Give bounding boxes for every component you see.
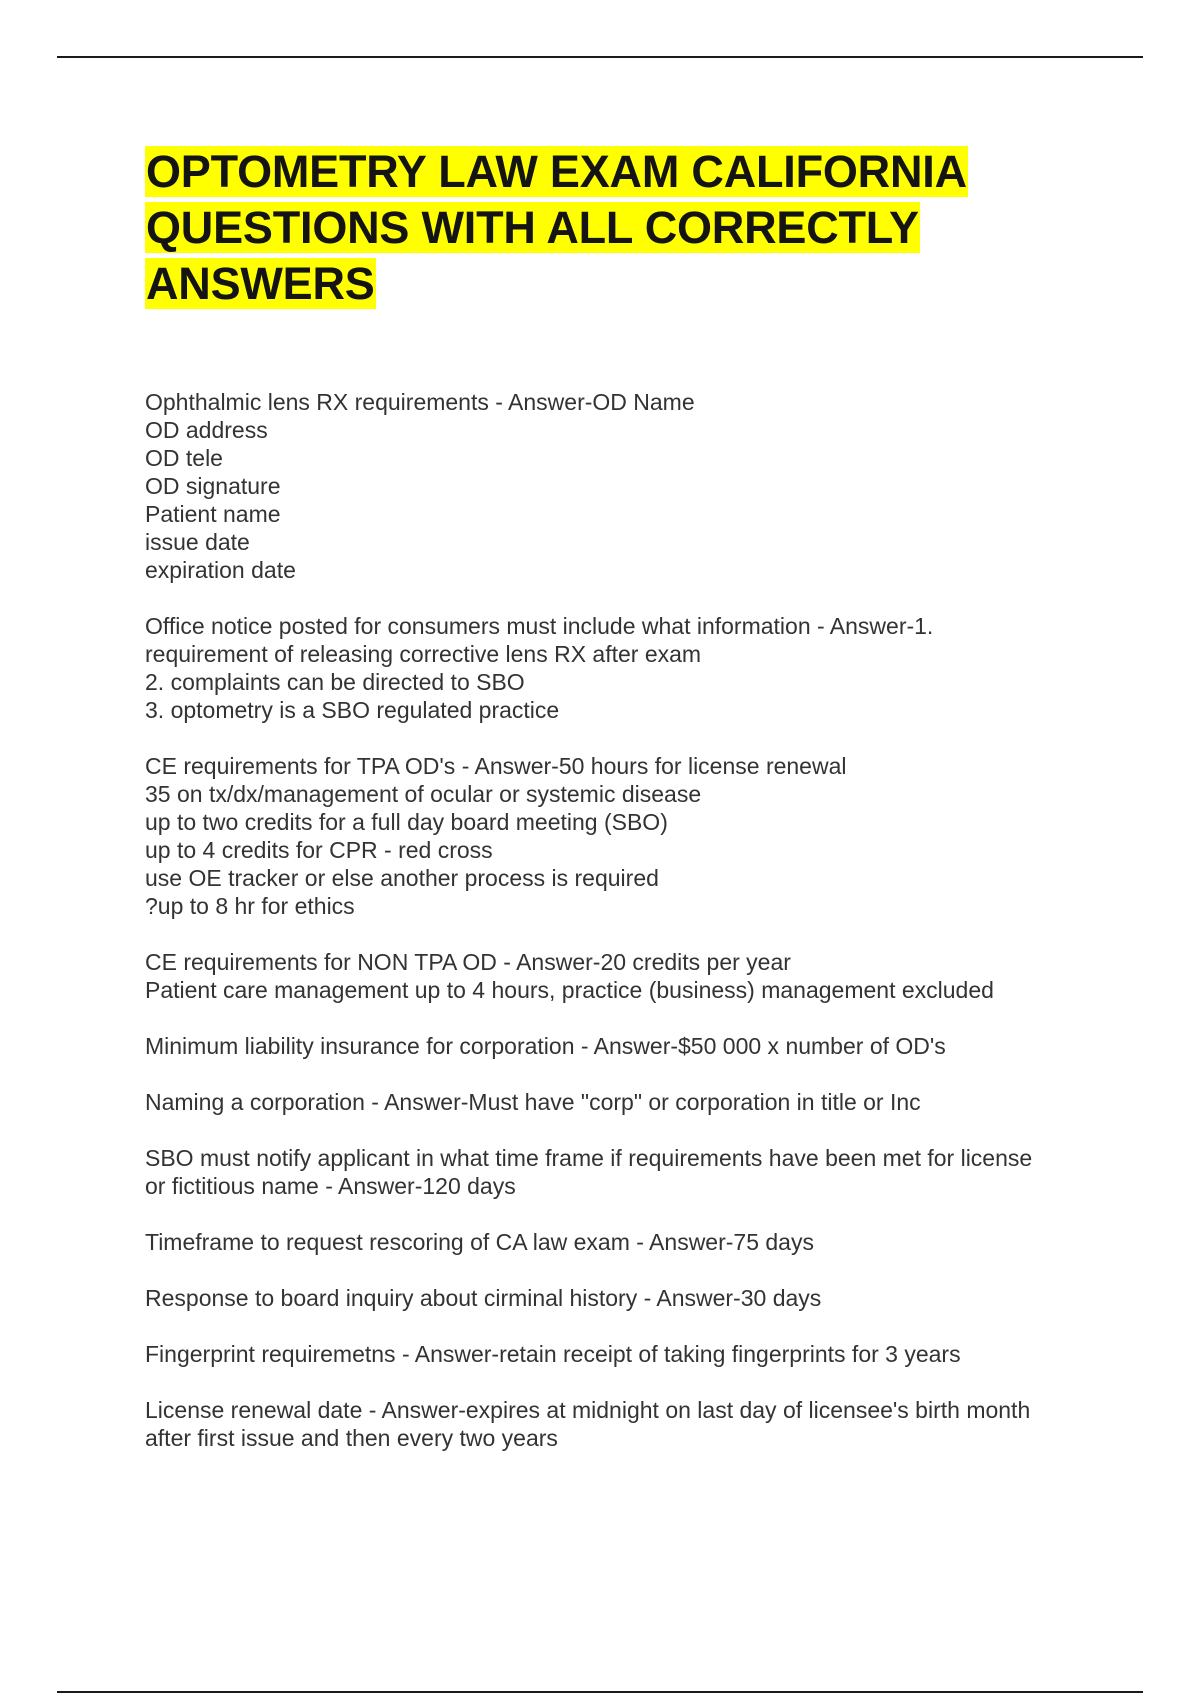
qa-answer-line: issue date — [145, 529, 250, 555]
qa-answer-line: requirement of releasing corrective lens RX after exam — [145, 641, 702, 667]
qa-answer-line: up to 4 credits for CPR - red cross — [145, 837, 493, 863]
qa-answer-line: 2. complaints can be directed to SBO — [145, 669, 525, 695]
qa-item — [145, 1340, 1085, 1368]
qa-answer-line: after first issue and then every two years — [145, 1425, 558, 1451]
qa-answer-line: Patient care management up to 4 hours, practice (business) management excluded — [145, 977, 994, 1003]
qa-question-line: License renewal date - Answer-expires at midnight on last day of licensee's birth month — [145, 1397, 1031, 1423]
qa-item — [145, 1088, 1085, 1116]
top-divider — [57, 56, 1143, 58]
qa-item — [145, 752, 1085, 920]
qa-answer-line: ?up to 8 hr for ethics — [145, 893, 355, 919]
qa-question-line: Office notice posted for consumers must include what information - Answer-1. — [145, 613, 934, 639]
qa-answer-line: 3. optometry is a SBO regulated practice — [145, 697, 560, 723]
qa-question-line: Minimum liability insurance for corporation - Answer-$50 000 x number of OD's — [145, 1033, 946, 1059]
qa-question-line: CE requirements for TPA OD's - Answer-50 hours for license renewal — [145, 753, 847, 779]
qa-item — [145, 1228, 1085, 1256]
qa-question-line: Response to board inquiry about cirminal history - Answer-30 days — [145, 1285, 822, 1311]
qa-item — [145, 1284, 1085, 1312]
qa-answer-line: use OE tracker or else another process is required — [145, 865, 659, 891]
qa-question-line: CE requirements for NON TPA OD - Answer-20 credits per year — [145, 949, 791, 975]
qa-item — [145, 388, 1085, 584]
qa-answer-line: OD tele — [145, 445, 223, 471]
qa-list — [145, 388, 1085, 1480]
qa-answer-line: up to two credits for a full day board meeting (SBO) — [145, 809, 668, 835]
qa-item — [145, 1144, 1085, 1200]
qa-item — [145, 948, 1085, 1004]
qa-answer-line: 35 on tx/dx/management of ocular or systemic disease — [145, 781, 702, 807]
qa-question-line: Fingerprint requiremetns - Answer-retain receipt of taking fingerprints for 3 years — [145, 1341, 961, 1367]
qa-answer-line: Patient name — [145, 501, 281, 527]
qa-answer-line: OD signature — [145, 473, 281, 499]
title-highlight: OPTOMETRY LAW EXAM CALIFORNIA QUESTIONS WITH ALL CORRECTLY ANSWERS — [146, 146, 967, 309]
qa-question-line: Naming a corporation - Answer-Must have "corp" or corporation in title or Inc — [145, 1089, 921, 1115]
qa-question-line: Timeframe to request rescoring of CA law exam - Answer-75 days — [145, 1229, 814, 1255]
qa-item — [145, 612, 1085, 724]
qa-answer-line: expiration date — [145, 557, 296, 583]
document-title — [145, 144, 1085, 312]
qa-question-line: Ophthalmic lens RX requirements - Answer-OD Name — [145, 389, 695, 415]
qa-answer-line: or fictitious name - Answer-120 days — [145, 1173, 516, 1199]
qa-item — [145, 1032, 1085, 1060]
bottom-divider — [57, 1691, 1143, 1693]
qa-answer-line: OD address — [145, 417, 268, 443]
qa-item — [145, 1396, 1085, 1452]
qa-question-line: SBO must notify applicant in what time frame if requirements have been met for license — [145, 1145, 1033, 1171]
